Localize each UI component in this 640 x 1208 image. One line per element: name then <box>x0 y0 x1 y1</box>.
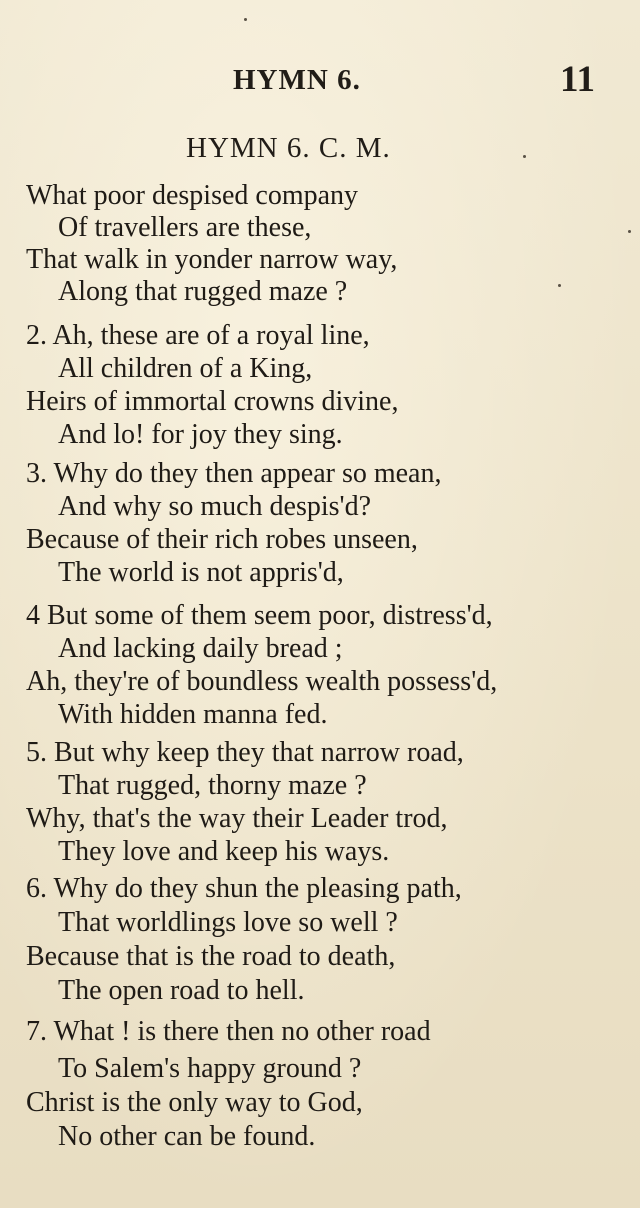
verse-line: Christ is the only way to God, <box>26 1087 363 1118</box>
verse-line: To Salem's happy ground ? <box>58 1053 362 1084</box>
verse-line: Why, that's the way their Leader trod, <box>26 803 448 834</box>
verse-line: The world is not appris'd, <box>58 557 344 588</box>
hymn-title: HYMN 6. C. M. <box>186 132 391 164</box>
verse-line: What poor despised company <box>26 180 359 211</box>
verse-line: 5. But why keep they that narrow road, <box>26 737 464 768</box>
verse-line: That walk in yonder narrow way, <box>26 244 398 275</box>
ink-speck <box>523 155 526 158</box>
verse-line: Because of their rich robes unseen, <box>26 524 418 555</box>
verse-line: No other can be found. <box>58 1121 316 1152</box>
verse-line: 3. Why do they then appear so mean, <box>26 458 442 489</box>
ink-speck <box>558 284 561 287</box>
verse-line: And why so much despis'd? <box>58 491 372 522</box>
verse-line: And lo! for joy they sing. <box>58 419 343 450</box>
ink-speck <box>244 18 247 21</box>
running-head: HYMN 6. <box>233 64 361 96</box>
verse-line: That worldlings love so well ? <box>58 907 398 938</box>
verse-line: Of travellers are these, <box>58 212 312 243</box>
page-number: 11 <box>560 59 595 100</box>
verse-line: Heirs of immortal crowns divine, <box>26 386 399 417</box>
verse-line: 2. Ah, these are of a royal line, <box>26 320 370 351</box>
verse-line: That rugged, thorny maze ? <box>58 770 367 801</box>
ink-speck <box>628 230 631 233</box>
verse-line: 4 But some of them seem poor, distress'd, <box>26 600 493 631</box>
verse-line: 6. Why do they shun the pleasing path, <box>26 873 462 904</box>
verse-line: 7. What ! is there then no other road <box>26 1016 431 1047</box>
verse-line: Because that is the road to death, <box>26 941 396 972</box>
verse-line: And lacking daily bread ; <box>58 633 343 664</box>
verse-line: The open road to hell. <box>58 975 305 1006</box>
verse-line: Along that rugged maze ? <box>58 276 348 307</box>
verse-line: Ah, they're of boundless wealth possess'd, <box>26 666 498 697</box>
verse-line: All children of a King, <box>58 353 313 384</box>
verse-line: They love and keep his ways. <box>58 836 390 867</box>
verse-line: With hidden manna fed. <box>58 699 328 730</box>
